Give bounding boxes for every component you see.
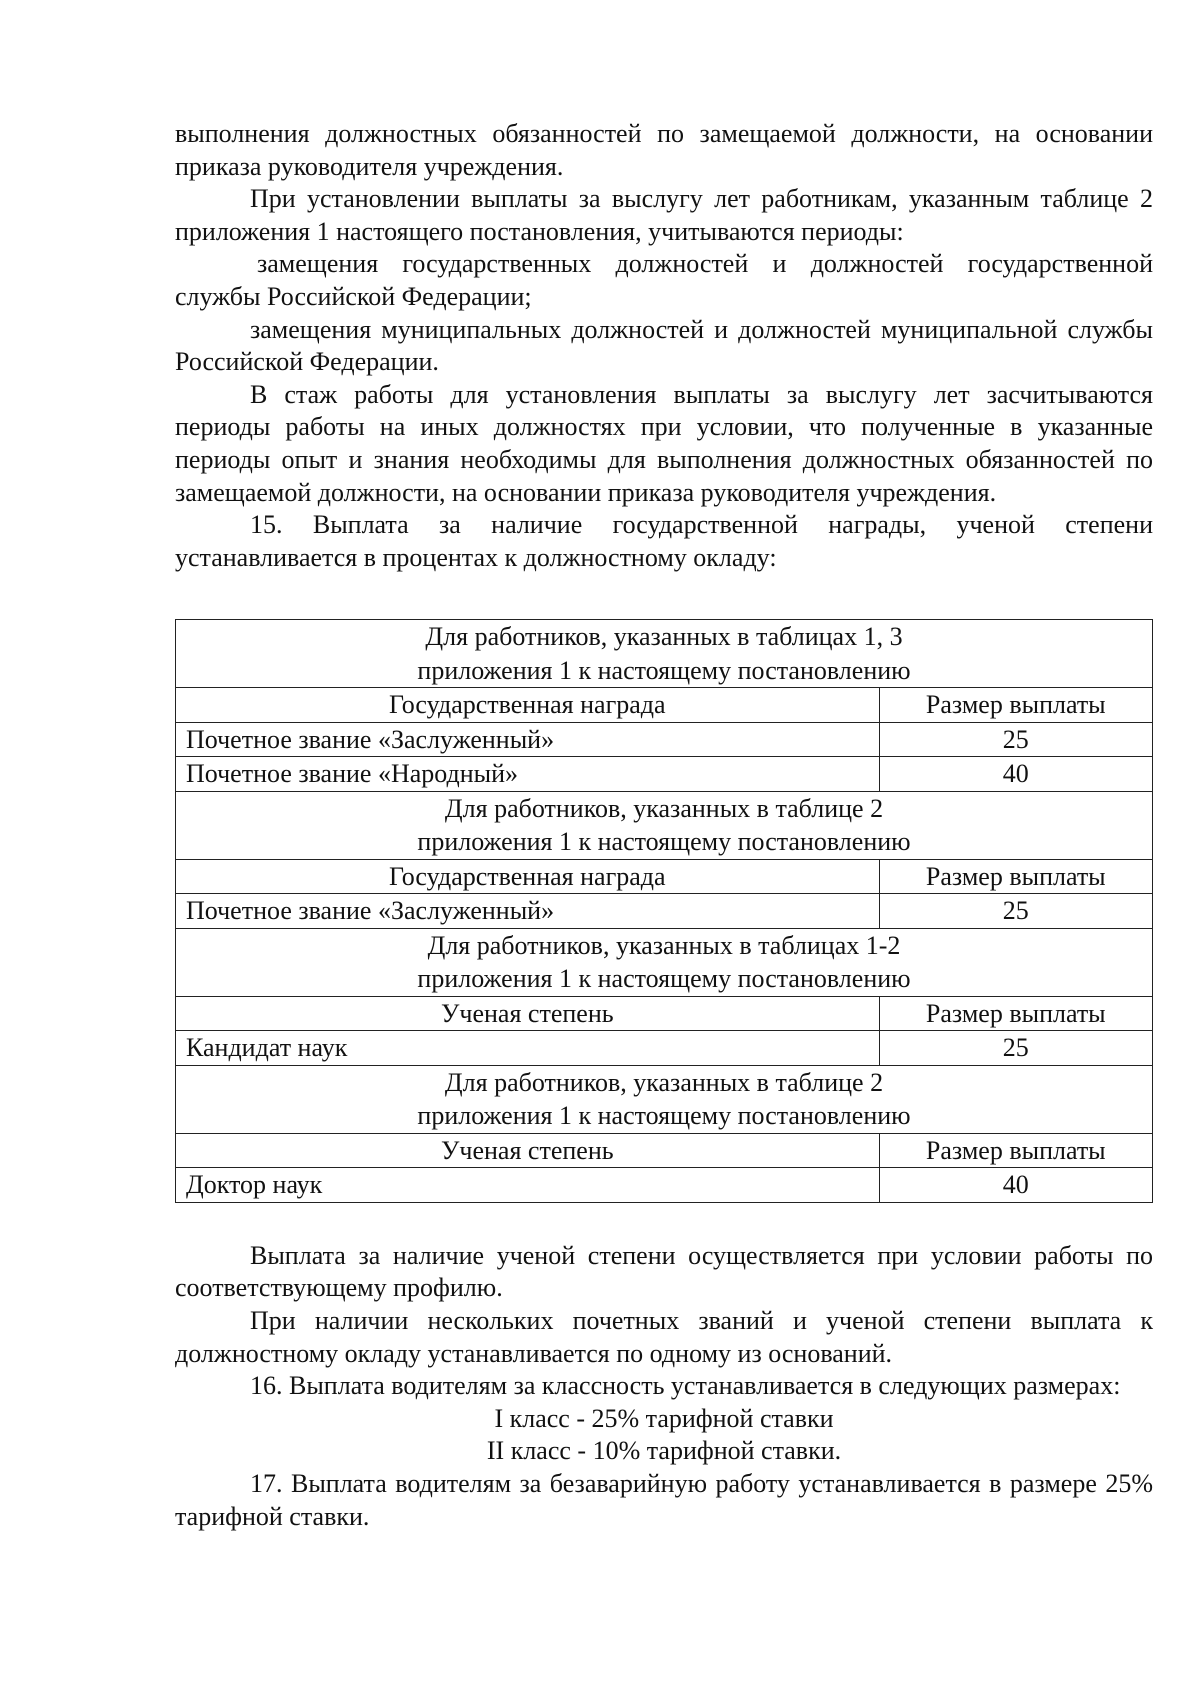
table-cell-value: 25	[879, 894, 1152, 929]
column-header-award: Государственная награда	[176, 688, 880, 723]
table-cell-value: 25	[879, 1031, 1152, 1066]
payment-table-container	[175, 619, 1153, 1203]
table-row	[176, 757, 1153, 792]
paragraph-multiple-titles: При наличии нескольких почетных званий и ученой степени выплата к должностному окладу устанавливается по одному из оснований.	[175, 1306, 1153, 1368]
section-heading-line1: Для работников, указанных в таблицах 1-2	[427, 930, 901, 960]
table-cell-name: Доктор наук	[176, 1168, 880, 1203]
section-heading-line1: Для работников, указанных в таблицах 1, 3	[425, 622, 903, 652]
column-header-amount: Размер выплаты	[879, 859, 1152, 894]
section-heading-line2: приложения 1 к настоящему постановлению	[417, 964, 911, 994]
paragraph-item-15: 15. Выплата за наличие государственной награды, ученой степени устанавливается в процентах к должностному окладу:	[175, 510, 1153, 572]
table-cell-name: Почетное звание «Заслуженный»	[176, 722, 880, 757]
payment-table	[175, 619, 1153, 1203]
table-cell-value: 40	[879, 1168, 1152, 1203]
section-heading-line2: приложения 1 к настоящему постановлению	[417, 827, 911, 857]
table-section-heading	[176, 928, 1153, 996]
table-header-row	[176, 688, 1153, 723]
table-cell-value: 25	[879, 722, 1152, 757]
paragraph-continuation: выполнения должностных обязанностей по замещаемой должности, на основании приказа руководителя учреждения.	[175, 119, 1153, 181]
table-row	[176, 1168, 1153, 1203]
table-section-heading	[176, 620, 1153, 688]
table-section-heading	[176, 1065, 1153, 1133]
paragraph-service-periods: При установлении выплаты за выслугу лет работникам, указанным таблице 2 приложения 1 настоящего постановления, учитываются периоды:	[175, 184, 1153, 246]
paragraph-municipal-positions: замещения муниципальных должностей и должностей муниципальной службы Российской Федерации.	[175, 314, 1153, 377]
section-heading-line1: Для работников, указанных в таблице 2	[444, 1067, 884, 1097]
column-header-award: Государственная награда	[176, 859, 880, 894]
table-row	[176, 722, 1153, 757]
column-header-degree: Ученая степень	[176, 1133, 880, 1168]
paragraph-work-experience: В стаж работы для установления выплаты за выслугу лет засчитываются периоды работы на иных должностях при условии, что полученные в указанные периоды опыт и знания необходимы для выполнения должностных обязанностей по замещаемой должности, на основании приказа руководителя учреждения.	[175, 379, 1153, 507]
table-cell-value: 40	[879, 757, 1152, 792]
table-header-row	[176, 1133, 1153, 1168]
paragraph-degree-condition: Выплата за наличие ученой степени осуществляется при условии работы по соответствующему профилю.	[175, 1240, 1153, 1303]
table-section-heading	[176, 791, 1153, 859]
table-cell-name: Кандидат наук	[176, 1031, 880, 1066]
paragraph-item-17: 17. Выплата водителям за безаварийную работу устанавливается в размере 25% тарифной ставки.	[175, 1468, 1153, 1531]
section-heading-line1: Для работников, указанных в таблице 2	[444, 793, 884, 823]
class-line-1: I класс - 25% тарифной ставки	[494, 1403, 834, 1433]
table-cell-name: Почетное звание «Народный»	[176, 757, 880, 792]
section-heading-line2: приложения 1 к настоящему постановлению	[417, 655, 911, 685]
section-heading-line2: приложения 1 к настоящему постановлению	[417, 1101, 911, 1131]
table-row	[176, 1031, 1153, 1066]
column-header-amount: Размер выплаты	[879, 1133, 1152, 1168]
document-page	[175, 118, 1153, 1533]
paragraph-state-positions: замещения государственных должностей и должностей государственной службы Российской Федерации;	[175, 249, 1153, 311]
table-header-row	[176, 996, 1153, 1031]
column-header-degree: Ученая степень	[176, 996, 880, 1031]
table-header-row	[176, 859, 1153, 894]
table-cell-name: Почетное звание «Заслуженный»	[176, 894, 880, 929]
column-header-amount: Размер выплаты	[879, 688, 1152, 723]
column-header-amount: Размер выплаты	[879, 996, 1152, 1031]
paragraph-item-16: 16. Выплата водителям за классность устанавливается в следующих размерах:	[250, 1371, 1121, 1401]
table-row	[176, 894, 1153, 929]
class-line-2: II класс - 10% тарифной ставки.	[486, 1436, 842, 1466]
